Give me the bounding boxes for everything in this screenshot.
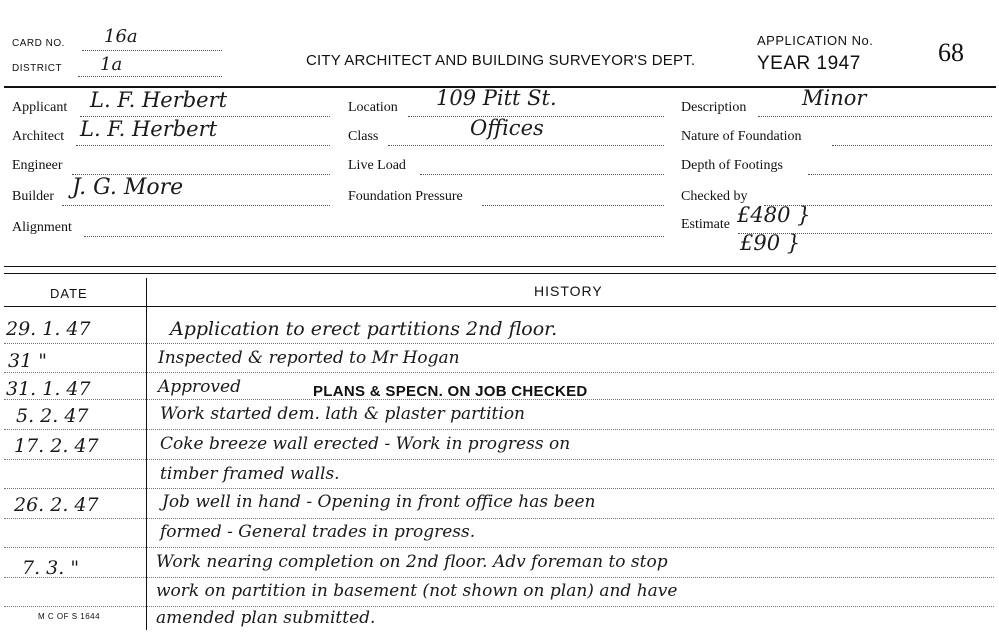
description-value: Minor <box>802 86 867 110</box>
fields-divider-2 <box>4 273 996 274</box>
row-date: 31. 1. 47 <box>6 378 91 400</box>
builder-label: Builder <box>12 189 54 204</box>
row-line-8 <box>4 547 994 548</box>
alignment-line <box>84 236 664 237</box>
date-header: DATE <box>50 286 88 301</box>
row-history: timber framed walls. <box>160 464 340 484</box>
row-history: Inspected & reported to Mr Hogan <box>158 348 460 368</box>
row-history: Job well in hand - Opening in front office has been <box>162 492 596 512</box>
row-date: 31 " <box>8 350 47 372</box>
applicant-label: Applicant <box>12 100 68 115</box>
checked-by-label: Checked by <box>681 189 748 204</box>
row-history: amended plan submitted. <box>156 608 376 628</box>
builder-value: J. G. More <box>72 175 184 200</box>
row-line-9 <box>4 577 994 578</box>
foundation-pressure-label: Foundation Pressure <box>348 189 463 204</box>
architect-value: L. F. Herbert <box>80 117 218 141</box>
class-value: Offices <box>470 116 544 140</box>
nature-of-foundation-label: Nature of Foundation <box>681 129 802 144</box>
row-history: work on partition in basement (not shown on plan) and have <box>156 581 678 601</box>
card-no-value: 16a <box>104 26 138 47</box>
dept-title: CITY ARCHITECT AND BUILDING SURVEYOR'S DEPT. <box>306 52 696 69</box>
description-label: Description <box>681 100 747 115</box>
location-value: 109 Pitt St. <box>436 86 557 110</box>
fields-divider-1 <box>4 266 996 267</box>
live-load-line <box>420 174 664 175</box>
row-history: Work started dem. lath & plaster partition <box>160 404 526 424</box>
table-header-divider <box>4 306 996 307</box>
district-value: 1a <box>100 54 123 75</box>
application-label: APPLICATION No. <box>757 33 874 48</box>
year-label: YEAR 1947 <box>757 53 861 74</box>
description-line <box>758 116 992 117</box>
row-date: 7. 3. " <box>22 557 80 579</box>
row-line-10 <box>4 606 994 607</box>
district-line <box>78 76 222 77</box>
row-date: 5. 2. 47 <box>16 405 89 427</box>
estimate-extra-value: £90 } <box>740 231 801 255</box>
architect-label: Architect <box>12 129 65 144</box>
row-line-6 <box>4 488 994 489</box>
architect-line <box>76 145 330 146</box>
depth-of-footings-label: Depth of Footings <box>681 158 783 173</box>
engineer-label: Engineer <box>12 158 63 173</box>
card-no-label: CARD NO. <box>12 38 65 49</box>
class-line <box>388 145 664 146</box>
estimate-line <box>738 233 992 234</box>
estimate-label: Estimate <box>681 217 730 232</box>
builder-line <box>62 205 330 206</box>
row-line-4 <box>4 429 994 430</box>
row-history: Coke breeze wall erected - Work in progress on <box>160 434 571 454</box>
row-line-1 <box>4 343 994 344</box>
nature-of-foundation-line <box>832 145 992 146</box>
row-date: 29. 1. 47 <box>6 318 91 340</box>
row-history: Application to erect partitions 2nd floor. <box>170 318 558 340</box>
estimate-value: £480 } <box>737 203 811 227</box>
depth-of-footings-line <box>808 174 992 175</box>
card-no-line <box>82 50 222 51</box>
row-date: 17. 2. 47 <box>14 435 99 457</box>
row-line-2 <box>4 372 994 373</box>
row-history: Work nearing completion on 2nd floor. Adv foreman to stop <box>156 552 668 572</box>
row-date: 26. 2. 47 <box>14 494 99 516</box>
alignment-label: Alignment <box>12 220 72 235</box>
row-line-5 <box>4 459 994 460</box>
foundation-pressure-line <box>482 205 664 206</box>
application-number: 68 <box>938 38 964 67</box>
location-label: Location <box>348 100 398 115</box>
applicant-value: L. F. Herbert <box>90 88 228 112</box>
checked-stamp: PLANS & SPECN. ON JOB CHECKED <box>313 383 588 400</box>
form-code: M C OF S 1644 <box>38 612 101 621</box>
row-history: formed - General trades in progress. <box>160 522 476 542</box>
class-label: Class <box>348 129 379 144</box>
row-line-7 <box>4 518 994 519</box>
row-history: Approved <box>158 377 241 397</box>
live-load-label: Live Load <box>348 158 406 173</box>
history-header: HISTORY <box>534 283 603 299</box>
district-label: DISTRICT <box>12 63 63 74</box>
